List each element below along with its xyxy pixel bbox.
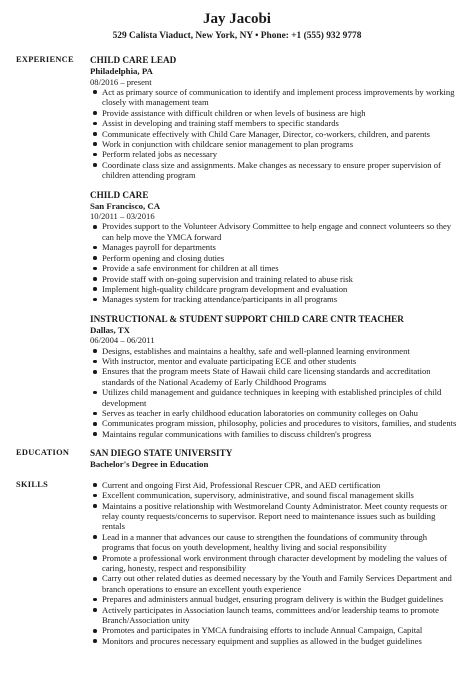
skill-item: Lead in a manner that advances our cause to strengthen the foundations of community through programs that focus on youth development, healthy living and social responsibility <box>102 532 460 553</box>
job-dates: 10/2011 – 03/2016 <box>90 211 155 222</box>
job-location: Philadelphia, PA <box>90 66 153 76</box>
bullet-item: Manages system for tracking attendance/participants in all programs <box>102 294 460 304</box>
bullet-item: Designs, establishes and maintains a healthy, safe and well-planned learning environment <box>102 346 460 356</box>
job-dates: 08/2016 – present <box>90 76 152 87</box>
experience-section <box>0 55 474 439</box>
resume-header <box>0 0 474 42</box>
job-entry <box>90 190 460 305</box>
bullet-item: Utilizes child management and guidance techniques in keeping with established principles of child development <box>102 387 460 408</box>
bullet-item: Provides support to the Volunteer Advisory Committee to help engage and connect volunteers so they can help move the YMCA forward <box>102 221 460 242</box>
bullet-item: Maintains regular communications with families to discuss children's progress <box>102 429 460 439</box>
school-name: SAN DIEGO STATE UNIVERSITY <box>90 448 233 459</box>
bullet-item: Communicates program mission, philosophy, policies and procedures to visitors, families, and students <box>102 418 460 428</box>
bullet-item: Coordinate class size and assignments. Make changes as necessary to ensure proper supervision of children attending program <box>102 160 460 181</box>
job-entry <box>90 55 460 181</box>
job-title: CHILD CARE <box>90 189 149 200</box>
job-location: Dallas, TX <box>90 324 130 335</box>
section-label-education: EDUCATION <box>16 448 70 458</box>
bullet-item: Perform related jobs as necessary <box>102 149 460 159</box>
candidate-name: Jay Jacobi <box>203 11 271 27</box>
bullet-item: Provide assistance with difficult children or when levels of business are high <box>102 108 460 118</box>
degree-name: Bachelor's Degree in Education <box>90 459 209 470</box>
bullet-item: Communicate effectively with Child Care Manager, Director, co-workers, children, and parents <box>102 129 460 139</box>
section-label-skills: SKILLS <box>16 479 49 489</box>
bullet-item: With instructor, mentor and evaluate participating ECE and other students <box>102 356 460 366</box>
experience-list <box>90 55 460 439</box>
education-body <box>90 448 460 470</box>
job-title: CHILD CARE LEAD <box>90 55 177 65</box>
skill-item: Actively participates in Association launch teams, committees and/or leadership teams to promote Branch/Association unity <box>102 605 460 626</box>
bullet-item: Ensures that the program meets State of Hawaii child care licensing standards and accreditation standards of the National Academy of Early Childhood Programs <box>102 366 460 387</box>
skill-item: Excellent communication, supervisory, administrative, and sound fiscal management skills <box>102 490 460 500</box>
bullet-item: Act as primary source of communication to identify and implement process improvements by working closely with management team <box>102 87 460 108</box>
bullet-item: Perform opening and closing duties <box>102 253 460 263</box>
job-entry <box>90 314 460 440</box>
bullet-item: Provide a safe environment for children at all times <box>102 263 460 273</box>
job-dates: 06/2004 – 06/2011 <box>90 335 155 346</box>
section-label-experience: EXPERIENCE <box>16 55 74 64</box>
skill-item: Promote a professional work environment through character development by modeling the values of caring, honesty, respect and responsibility <box>102 553 460 574</box>
bullet-item: Work in conjunction with childcare senior management to plan programs <box>102 139 460 149</box>
skill-item: Prepares and administers annual budget, ensuring program delivery is within the Budget guidelines <box>102 594 460 604</box>
job-title: INSTRUCTIONAL & STUDENT SUPPORT CHILD CARE CNTR TEACHER <box>90 313 404 324</box>
bullet-item: Manages payroll for departments <box>102 242 460 252</box>
education-section <box>0 448 474 470</box>
job-bullets <box>90 346 460 440</box>
bullet-item: Assist in developing and training staff members to specific standards <box>102 118 460 128</box>
job-location: San Francisco, CA <box>90 200 161 211</box>
bullet-item: Provide staff with on-going supervision and training related to abuse risk <box>102 274 460 284</box>
skill-item: Monitors and procures necessary equipment and supplies as allowed in the budget guidelines <box>102 636 460 646</box>
skill-item: Current and ongoing First Aid, Professional Rescuer CPR, and AED certification <box>102 480 460 490</box>
contact-line: 529 Calista Viaduct, New York, NY • Phone: +1 (555) 932 9778 <box>112 31 362 41</box>
job-bullets <box>90 87 460 181</box>
bullet-item: Implement high-quality childcare program development and evaluation <box>102 284 460 294</box>
skills-list <box>90 480 460 647</box>
skill-item: Promotes and participates in YMCA fundraising efforts to include Annual Campaign, Capital <box>102 625 460 635</box>
skills-section <box>0 480 474 647</box>
skill-item: Maintains a positive relationship with Westmoreland County Administrator. Meet county requests or relay county requests/concerns to supervisor. Report need to maintenance issues such as building rentals <box>102 501 460 532</box>
skills-body <box>90 480 460 647</box>
skill-item: Carry out other related duties as deemed necessary by the Youth and Family Services Department and branch operations to ensure an excellent youth experience <box>102 573 460 594</box>
bullet-item: Serves as teacher in early childhood education laboratories on community colleges on Oahu <box>102 408 460 418</box>
job-bullets <box>90 221 460 304</box>
